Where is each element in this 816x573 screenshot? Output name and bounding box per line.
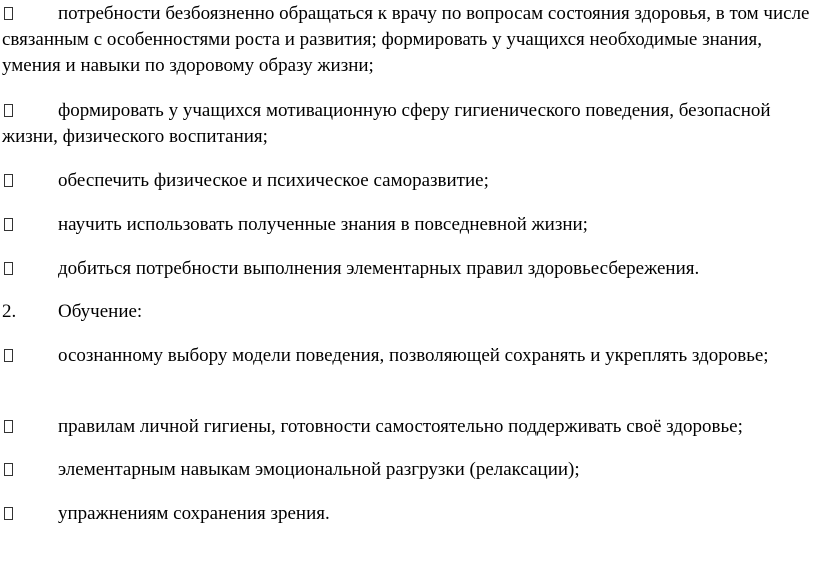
- list-item: [2, 168, 814, 194]
- list-item: [2, 457, 814, 483]
- numbered-heading: [2, 299, 814, 325]
- bullet-box-icon: [2, 414, 58, 440]
- list-item: [2, 343, 814, 369]
- list-item-text: обеспечить физическое и психическое саморазвитие;: [58, 170, 489, 191]
- bullet-box-icon: [2, 457, 58, 483]
- list-item-text: правилам личной гигиены, готовности самостоятельно поддерживать своё здоровье;: [58, 416, 743, 437]
- list-item-text: упражнениям сохранения зрения.: [58, 503, 330, 524]
- list-item: [2, 1, 814, 79]
- list-item-text: Обучение:: [58, 301, 143, 322]
- list-item-text: формировать у учащихся мотивационную сферу гигиенического поведения, безопасной жизни, физического воспитания;: [2, 100, 771, 147]
- bullet-box-icon: [2, 212, 58, 238]
- list-item-text: элементарным навыкам эмоциональной разгрузки (релаксации);: [58, 459, 580, 480]
- list-item: [2, 501, 814, 527]
- bullet-box-icon: [2, 343, 58, 369]
- list-item-text: осознанному выбору модели поведения, позволяющей сохранять и укреплять здоровье;: [58, 345, 769, 366]
- list-item: [2, 98, 814, 150]
- list-item: [2, 414, 814, 440]
- bullet-box-icon: [2, 1, 58, 27]
- list-item: [2, 256, 814, 282]
- list-item-text: потребности безбоязненно обращаться к врачу по вопросам состояния здоровья, в том числе связанным с особенностями роста и развития; формировать у учащихся необходимые знания, умения и навыки по здоровому образу жизни;: [2, 3, 810, 76]
- bullet-box-icon: [2, 98, 58, 124]
- list-item-text: добиться потребности выполнения элементарных правил здоровьесбережения.: [58, 258, 700, 279]
- list-item-text: научить использовать полученные знания в повседневной жизни;: [58, 214, 588, 235]
- bullet-box-icon: [2, 168, 58, 194]
- bullet-box-icon: [2, 501, 58, 527]
- bullet-box-icon: [2, 256, 58, 282]
- list-item: [2, 212, 814, 238]
- list-number: 2.: [2, 301, 17, 322]
